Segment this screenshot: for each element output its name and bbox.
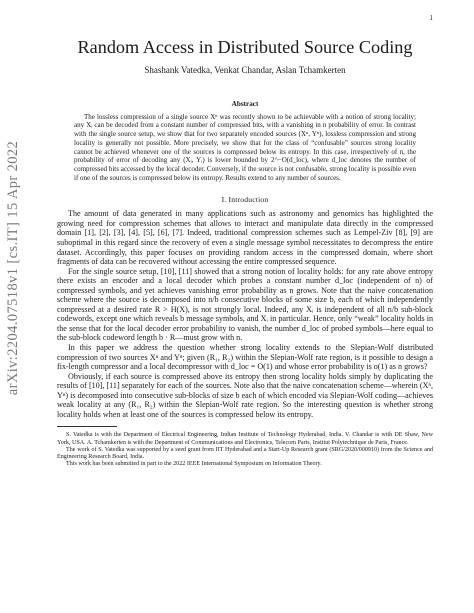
abstract-text: The lossless compression of a single source Xⁿ was recently shown to be achievable with a notion of strong locality; any Xᵢ can be decoded from a constant number of compressed bits, with a vanishing in n probability of error. In contrast with the single source setup, we show that for two separately encoded sources (Xⁿ, Yⁿ), lossless compression and strong locality is generally not possible. More precisely, we show that for the class of “confusable” sources strong locality cannot be achieved whenever one of the sources is compressed below its entropy. In this case, irrespectively of n, the probability of error of decoding any (Xᵢ, Yᵢ) is lower bounded by 2^−O(d_loc), where d_loc denotes the number of compressed bits accessed by the local decoder. Conversely, if the source is not confusable, strong locality is possible even if one of the sources is compressed below its entropy. Results extend to any number of sources.	[74, 112, 416, 182]
footnotes	[57, 432, 433, 468]
abstract	[74, 100, 416, 182]
paragraph: For the single source setup, [10], [11] showed that a strong notion of locality holds: for any rate above entropy there exists an encoder and a local decoder which probes a constant number d_loc (independent of n) of compressed symbols, and yet achieves vanishing error probability as n grows. Note that the naive concatenation scheme where the source is decomposed into n/b consecutive blocks of some size b, each of which independently compressed at a desired rate R > H(X), is not strongly local. Indeed, any Xᵢ is independent of all n/b sub-block codewords, except one which reveals b message symbols, and Xᵢ in particular. Hence, only “weak” locality holds in the sense that for the local decoder error probability to vanish, the number d_loc of probed symbols—here equal to the sub-block codeword length b · R—must grow with n.	[57, 266, 433, 343]
footnote: This work has been submitted in part to the 2022 IEEE International Symposium on Information Theory.	[66, 461, 322, 468]
arxiv-identifier: arXiv:2204.07518v1 [cs.IT] 15 Apr 2022	[5, 140, 21, 396]
footnote-divider	[57, 426, 117, 427]
paper-title: Random Access in Distributed Source Coding	[77, 37, 413, 57]
page-number: 1	[429, 14, 433, 22]
paragraph: In this paper we address the question whether strong locality extends to the Slepian-Wolf distributed compression of two sources Xⁿ and Yⁿ; given (R₁, R₂) within the Slepian-Wolf rate region, is it possible to design a fix-length compressor and a local decompressor with d_loc = O(1) and whose error probability is o(1) as n grows?	[57, 342, 433, 372]
section-heading: I. Introduction	[221, 195, 269, 205]
footnote: S. Vatedka is with the Department of Electrical Engineering, Indian Institute of Technology Hyderabad, India. V. Chandar is with DE Shaw, New York, USA. A. Tchamkerten is with the Department of Communications and Electronics, Telecom Paris, Institut Polytechnique de Paris, France.	[57, 432, 433, 446]
paper-page	[57, 36, 433, 468]
footnote: The work of S. Vatedka was supported by a seed grant from IIT Hyderabad and a Start-Up Research grant (SRG/2020/000910) from the Science and Engineering Research Board, India.	[57, 446, 433, 460]
abstract-heading: Abstract	[231, 100, 259, 108]
paragraph: The amount of data generated in many applications such as astronomy and genomics has highlighted the growing need for compression schemes that allows to interact and manipulate data directly in the compressed domain [1], [2], [3], [4], [5], [6], [7]. Indeed, traditional compression schemes such as Lempel-Ziv [8], [9] are suboptimal in this regard since the recovery of even a single message symbol necessitates to decompress the entire dataset. Accordingly, this paper focuses on providing random access in the compressed domain, where short fragments of data can be recovered without accessing the entire compressed sequence.	[57, 209, 433, 267]
introduction-body	[57, 209, 433, 419]
author-list: Shashank Vatedka, Venkat Chandar, Aslan Tchamkerten	[144, 65, 346, 75]
paragraph: Obviously, if each source is compressed above its entropy then strong locality holds simply by duplicating the results of [10], [11] separately for each of the sources. Note also that the naive concatenation scheme—wherein (Xⁿ, Yⁿ) is decomposed into consecutive sub-blocks of size b each of which encoded via Slepian-Wolf coding—achieves weak locality at any (R₁, R₂) within the Slepian-Wolf rate region. So the interesting question is whether strong locality holds when at least one of the sources is compressed below its entropy.	[57, 371, 433, 419]
